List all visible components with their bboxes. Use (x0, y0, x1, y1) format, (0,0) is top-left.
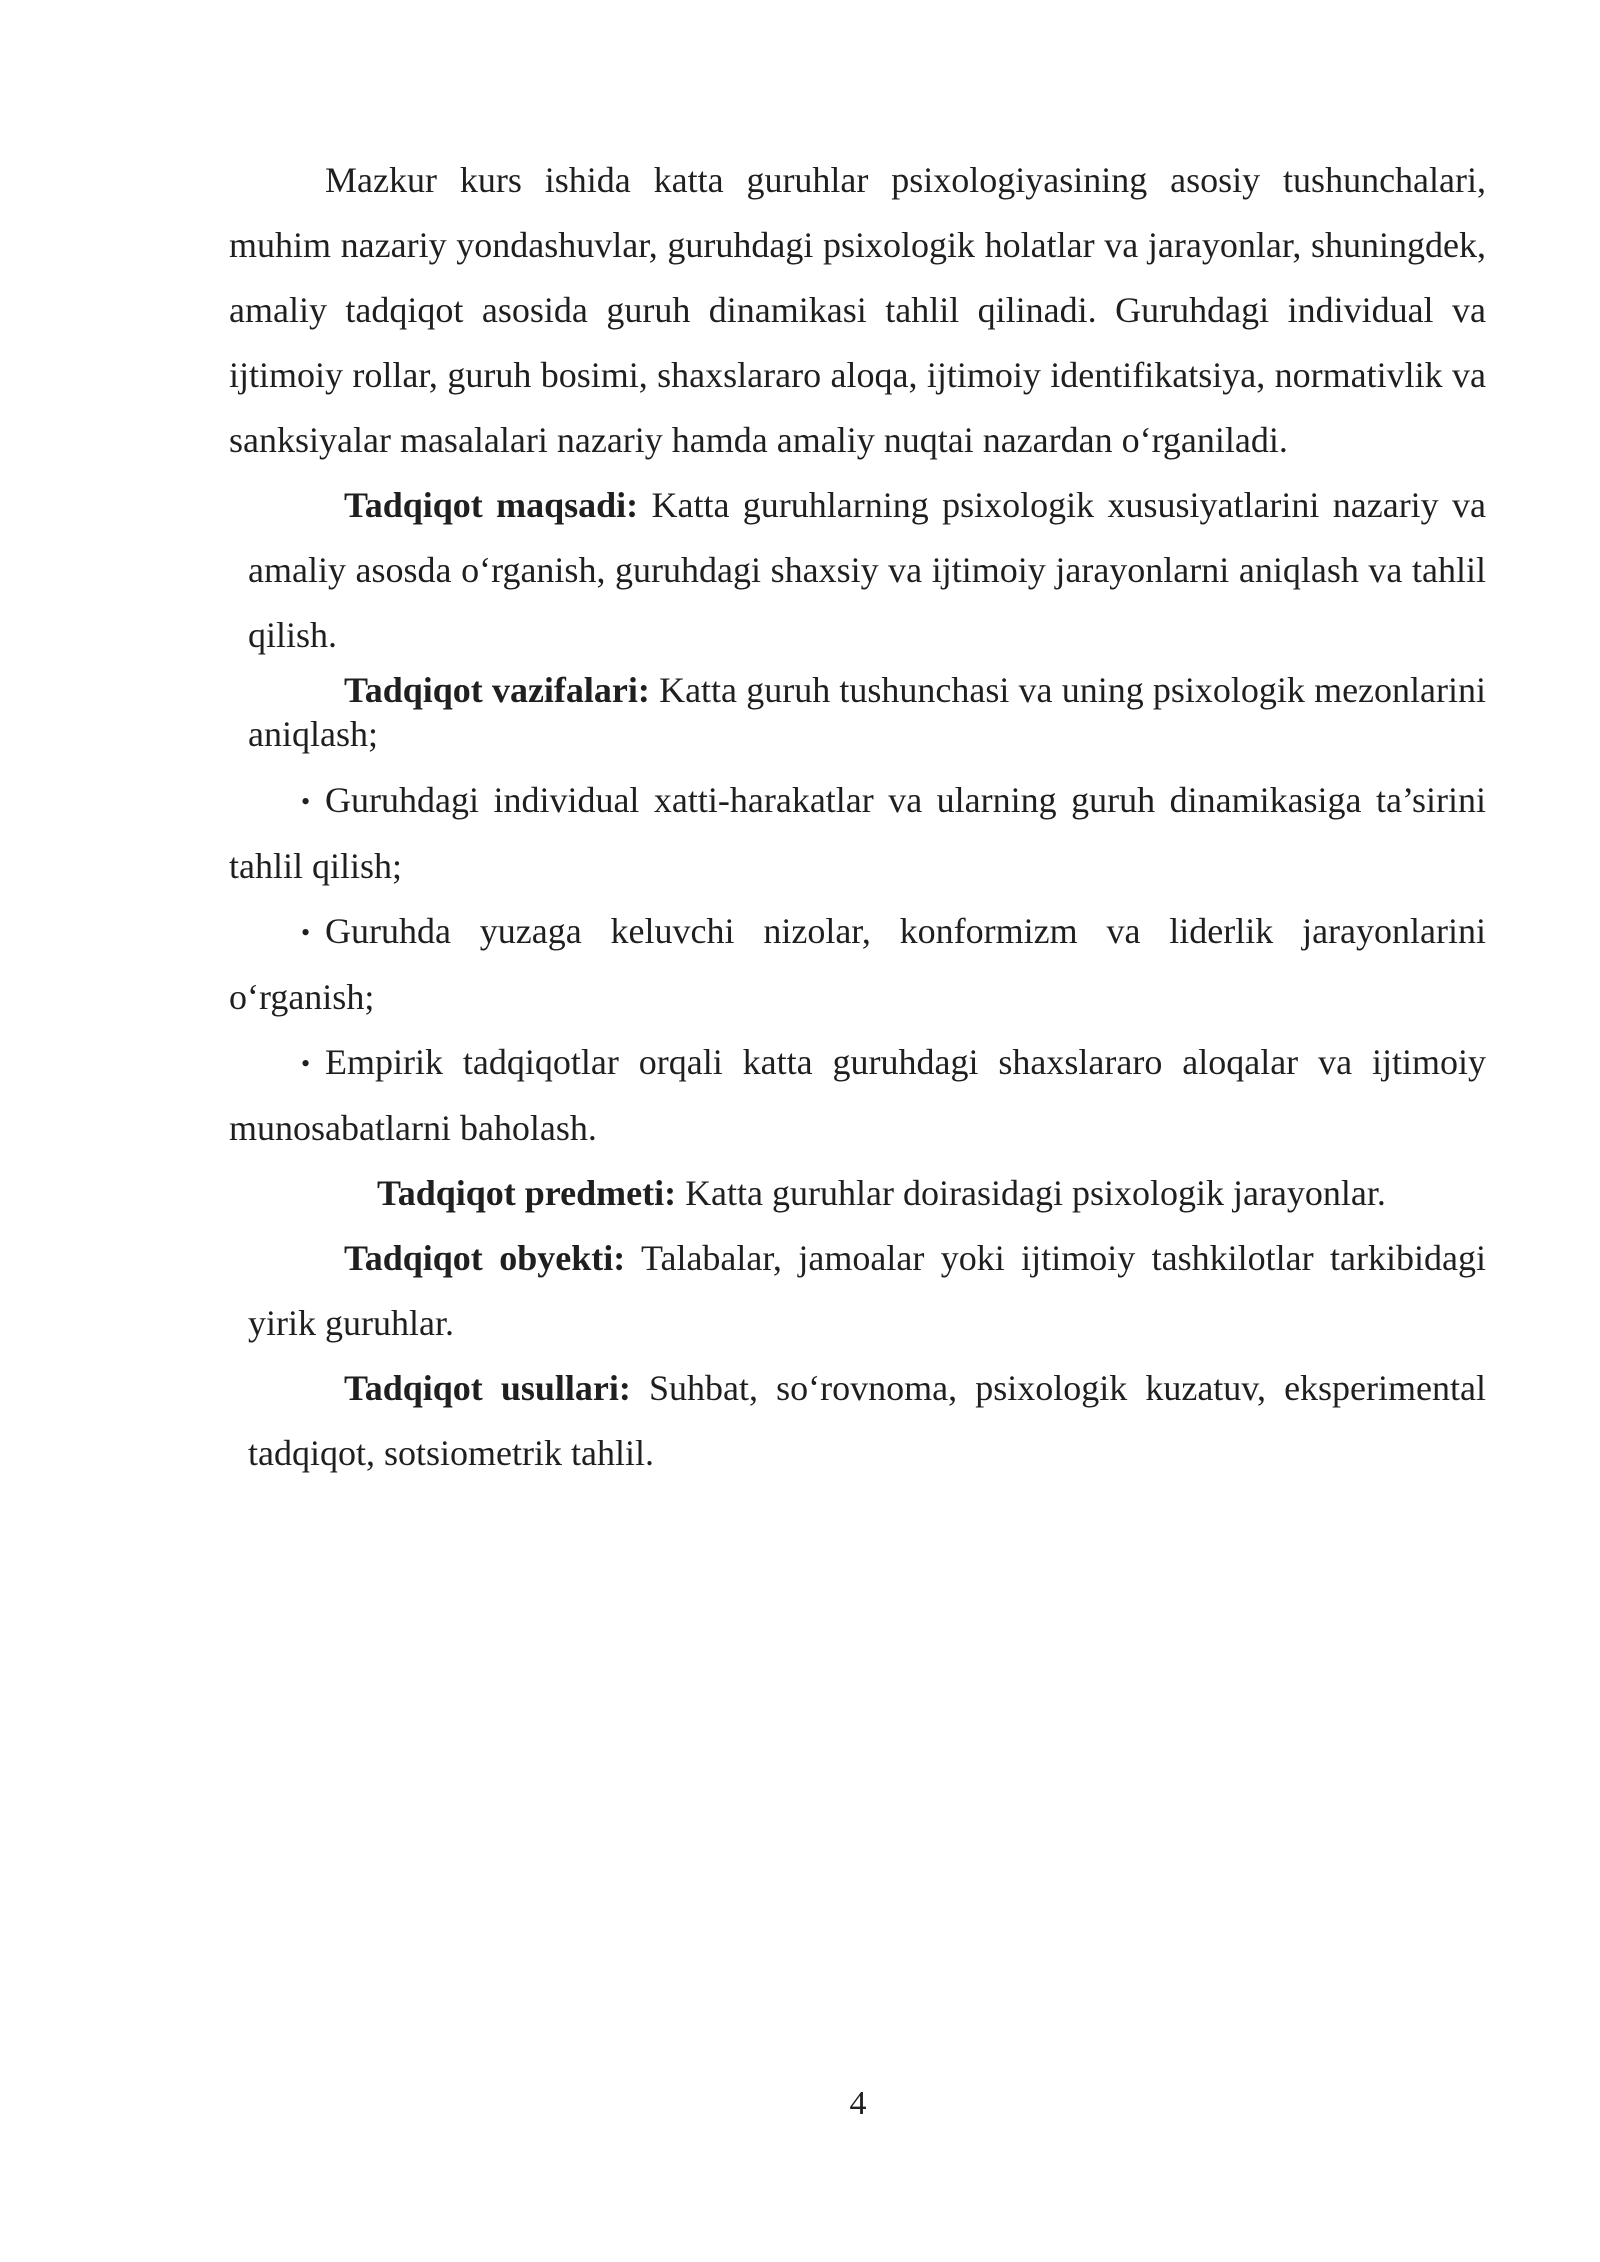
research-goal-text: Katta guruhlarning psixologik xususiyatlarini nazariy va amaliy asosda o‘rganish, guruhdagi shaxsiy va ijtimoiy jarayonlarni aniqlash va tahlil qilish. (248, 485, 1487, 655)
list-item (229, 1030, 1486, 1161)
research-subject-paragraph (229, 1161, 1486, 1226)
research-object-label: Tadqiqot obyekti: (344, 1238, 626, 1278)
research-goal-label: Tadqiqot maqsadi: (344, 485, 639, 525)
research-methods-paragraph (229, 1356, 1486, 1486)
intro-paragraph: Mazkur kurs ishida katta guruhlar psixologiyasining asosiy tushunchalari, muhim nazariy yondashuvlar, guruhdagi psixologik holatlar va jarayonlar, shuningdek, amaliy tadqiqot asosida guruh dinamikasi tahlil qilinadi. Guruhdagi individual va ijtimoiy rollar, guruh bosimi, shaxslararo aloqa, ijtimoiy identifikatsiya, normativlik va sanksiyalar masalalari nazariy hamda amaliy nuqtai nazardan o‘rganiladi. (229, 160, 1486, 460)
research-tasks-paragraph (229, 668, 1486, 756)
page-body (229, 148, 1486, 1486)
research-tasks-label: Tadqiqot vazifalari: (344, 670, 650, 710)
bullet-icon: • (301, 918, 311, 947)
research-subject-text: Katta guruhlar doirasidagi psixologik jarayonlar. (676, 1173, 1386, 1213)
list-item-text: Guruhdagi individual xatti-harakatlar va ularning guruh dinamikasiga ta’sirini tahlil qilish; (229, 780, 1486, 886)
list-item-text: Guruhda yuzaga keluvchi nizolar, konformizm va liderlik jarayonlarini o‘rganish; (229, 911, 1486, 1017)
research-goal-paragraph (229, 473, 1486, 668)
list-item (229, 899, 1486, 1030)
bullet-icon: • (301, 1049, 311, 1078)
page-number: 4 (849, 2085, 867, 2122)
research-object-paragraph (229, 1226, 1486, 1356)
research-methods-label: Tadqiqot usullari: (344, 1368, 631, 1408)
bullet-icon: • (301, 787, 311, 816)
list-item (229, 768, 1486, 899)
research-methods-text: Suhbat, so‘rovnoma, psixologik kuzatuv, eksperimental tadqiqot, sotsiometrik tahlil. (248, 1368, 1486, 1473)
research-tasks-text: Katta guruh tushunchasi va uning psixologik mezonlarini aniqlash; (248, 670, 1487, 754)
research-object-text: Talabalar, jamoalar yoki ijtimoiy tashkilotlar tarkibidagi yirik guruhlar. (248, 1238, 1486, 1343)
research-subject-label: Tadqiqot predmeti: (377, 1173, 677, 1213)
list-item-text: Empirik tadqiqotlar orqali katta guruhdagi shaxslararo aloqalar va ijtimoiy munosabatlarni baholash. (229, 1042, 1486, 1148)
